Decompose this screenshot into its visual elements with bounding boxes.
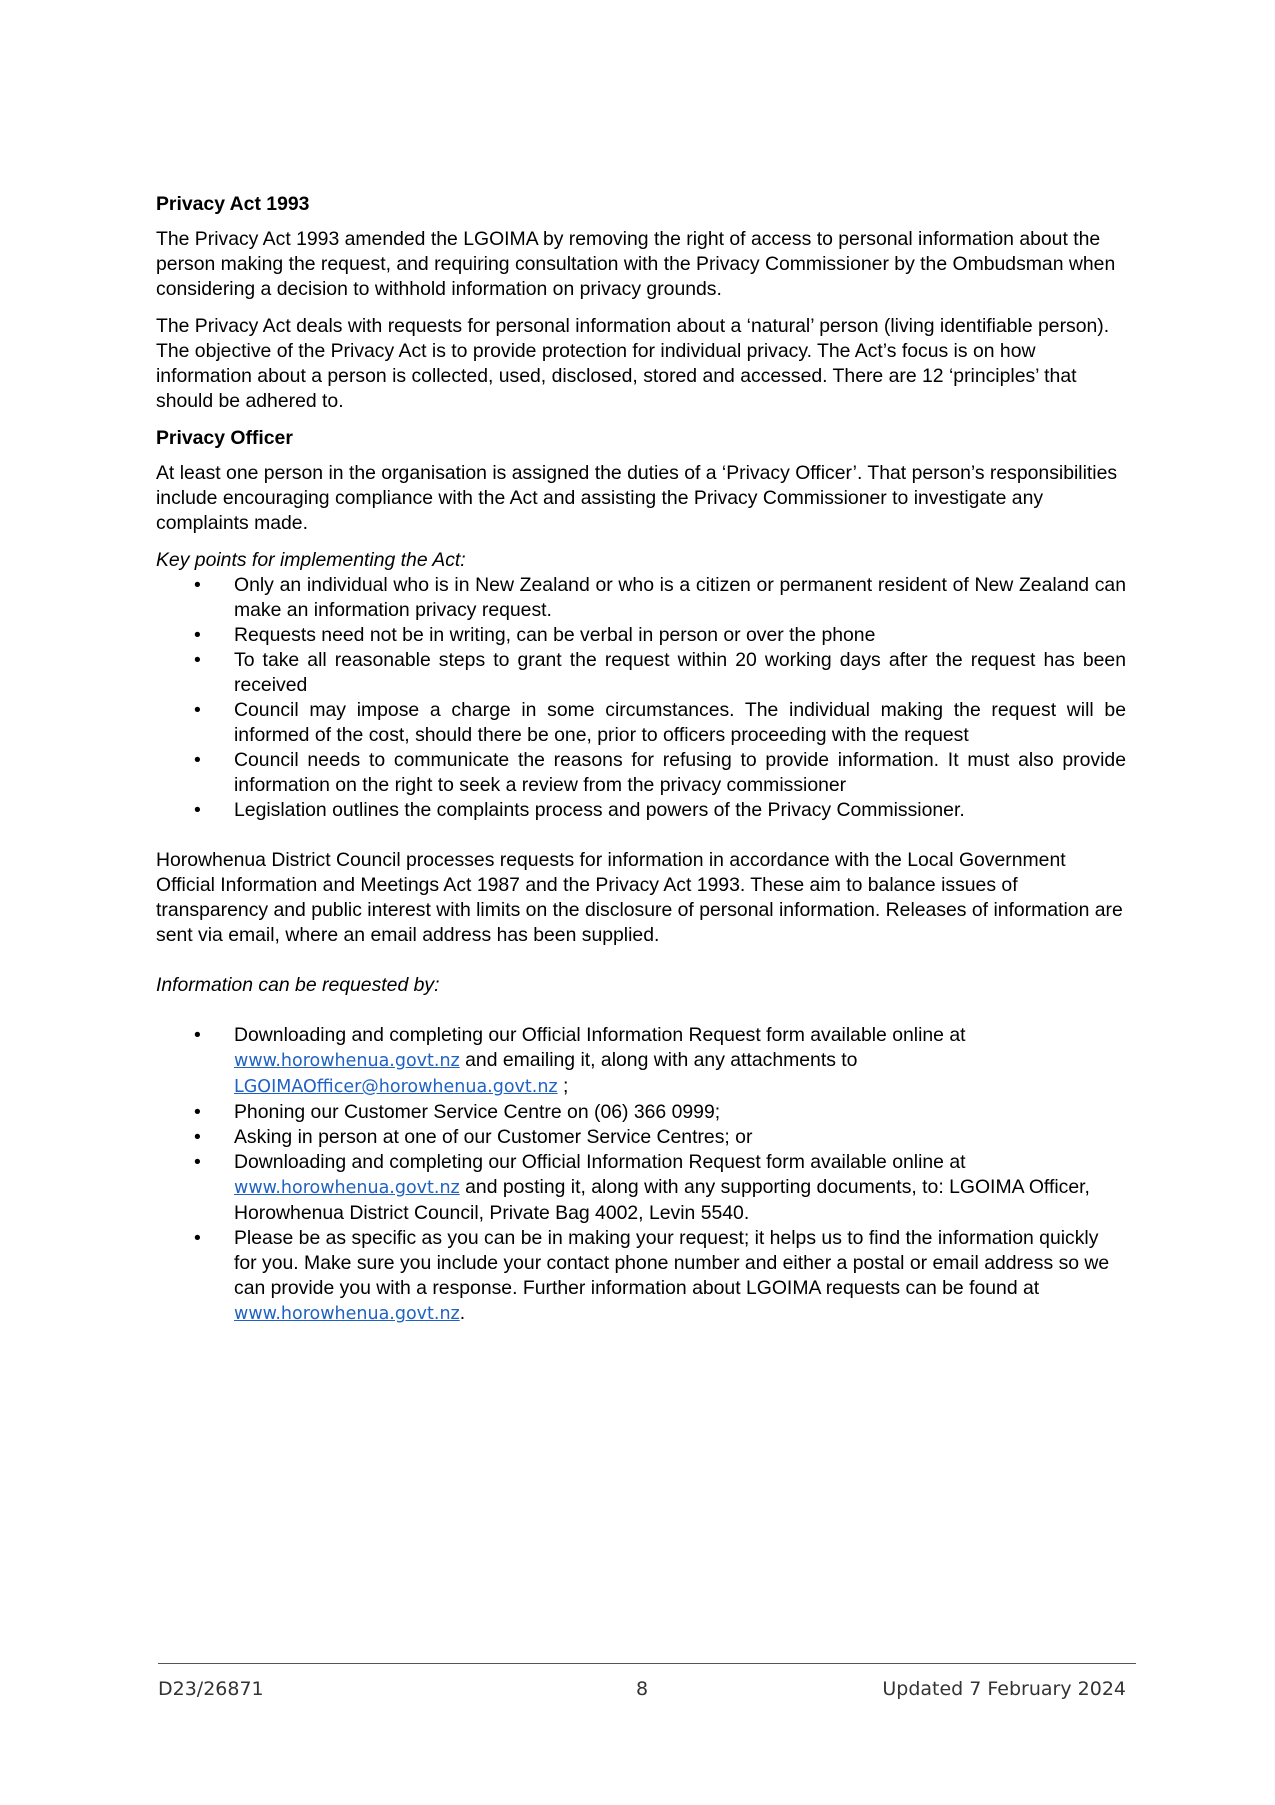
list-item: • Downloading and completing our Official Information Request form available online at www.horowhenua.govt.nz and posting it, along with any supporting documents, to: LGOIMA Officer, Horowhenua District Council, Private Bag 4002, Levin 5540. [156,1150,1126,1226]
council-paragraph: Horowhenua District Council processes requests for information in accordance with the Local Government Official Information and Meetings Act 1987 and the Privacy Act 1993. These aim to balance issues of transparency and public interest with limits on the disclosure of personal information. Releases of information are sent via email, where an email address has been supplied. [156,849,1123,946]
privacy-act-heading: Privacy Act 1993 [156,193,310,215]
request-lead: Information can be requested by: [156,974,440,996]
list-item: • Phoning our Customer Service Centre on (06) 366 0999; [156,1100,1126,1125]
privacy-officer-heading: Privacy Officer [156,427,293,449]
updated-date: Updated 7 February 2024 [882,1678,1126,1700]
list-item: • Downloading and completing our Official Information Request form available online at www.horowhenua.govt.nz and emailing it, along with any attachments to LGOIMAOfficer@horowhenua.govt.nz ; [156,1023,1126,1100]
page-number: 8 [636,1678,649,1700]
list-item: • Council needs to communicate the reasons for refusing to provide information. It must also provide information on the right to seek a review from the privacy commissioner [156,748,1126,798]
website-link[interactable]: www.horowhenua.govt.nz [234,1304,460,1324]
document-id: D23/26871 [158,1678,264,1700]
list-item: • Legislation outlines the complaints process and powers of the Privacy Commissioner. [156,798,1126,823]
key-points-list [156,573,1126,823]
list-item: • Only an individual who is in New Zealand or who is a citizen or permanent resident of New Zealand can make an information privacy request. [156,573,1126,623]
website-link[interactable]: www.horowhenua.govt.nz [234,1051,460,1071]
page-footer [158,1678,1126,1706]
list-item: • Asking in person at one of our Customer Service Centres; or [156,1125,1126,1150]
request-methods-list [156,1023,1126,1327]
document-body [156,192,1126,1327]
email-link[interactable]: LGOIMAOfficer@horowhenua.govt.nz [234,1077,558,1097]
key-points-lead: Key points for implementing the Act: [156,549,466,571]
list-item: • Council may impose a charge in some circumstances. The individual making the request will be informed of the cost, should there be one, prior to officers proceeding with the request [156,698,1126,748]
privacy-act-paragraph-1: The Privacy Act 1993 amended the LGOIMA by removing the right of access to personal information about the person making the request, and requiring consultation with the Privacy Commissioner by the Ombudsman when considering a decision to withhold information on privacy grounds. [156,228,1116,300]
privacy-officer-paragraph: At least one person in the organisation is assigned the duties of a ‘Privacy Officer’. That person’s responsibilities include encouraging compliance with the Act and assisting the Privacy Commissioner to investigate any complaints made. [156,462,1118,534]
list-item: • Please be as specific as you can be in making your request; it helps us to find the information quickly for you. Make sure you include your contact phone number and either a postal or email address so we can provide you with a response. Further information about LGOIMA requests can be found at www.horowhenua.govt.nz. [156,1226,1126,1327]
website-link[interactable]: www.horowhenua.govt.nz [234,1178,460,1198]
list-item: • Requests need not be in writing, can be verbal in person or over the phone [156,623,1126,648]
privacy-act-paragraph-2: The Privacy Act deals with requests for personal information about a ‘natural’ person (living identifiable person). The objective of the Privacy Act is to provide protection for individual privacy. The Act’s focus is on how information about a person is collected, used, disclosed, stored and accessed. There are 12 ‘principles’ that should be adhered to. [156,315,1110,412]
footer-divider [158,1663,1136,1664]
list-item: • To take all reasonable steps to grant the request within 20 working days after the request has been received [156,648,1126,698]
